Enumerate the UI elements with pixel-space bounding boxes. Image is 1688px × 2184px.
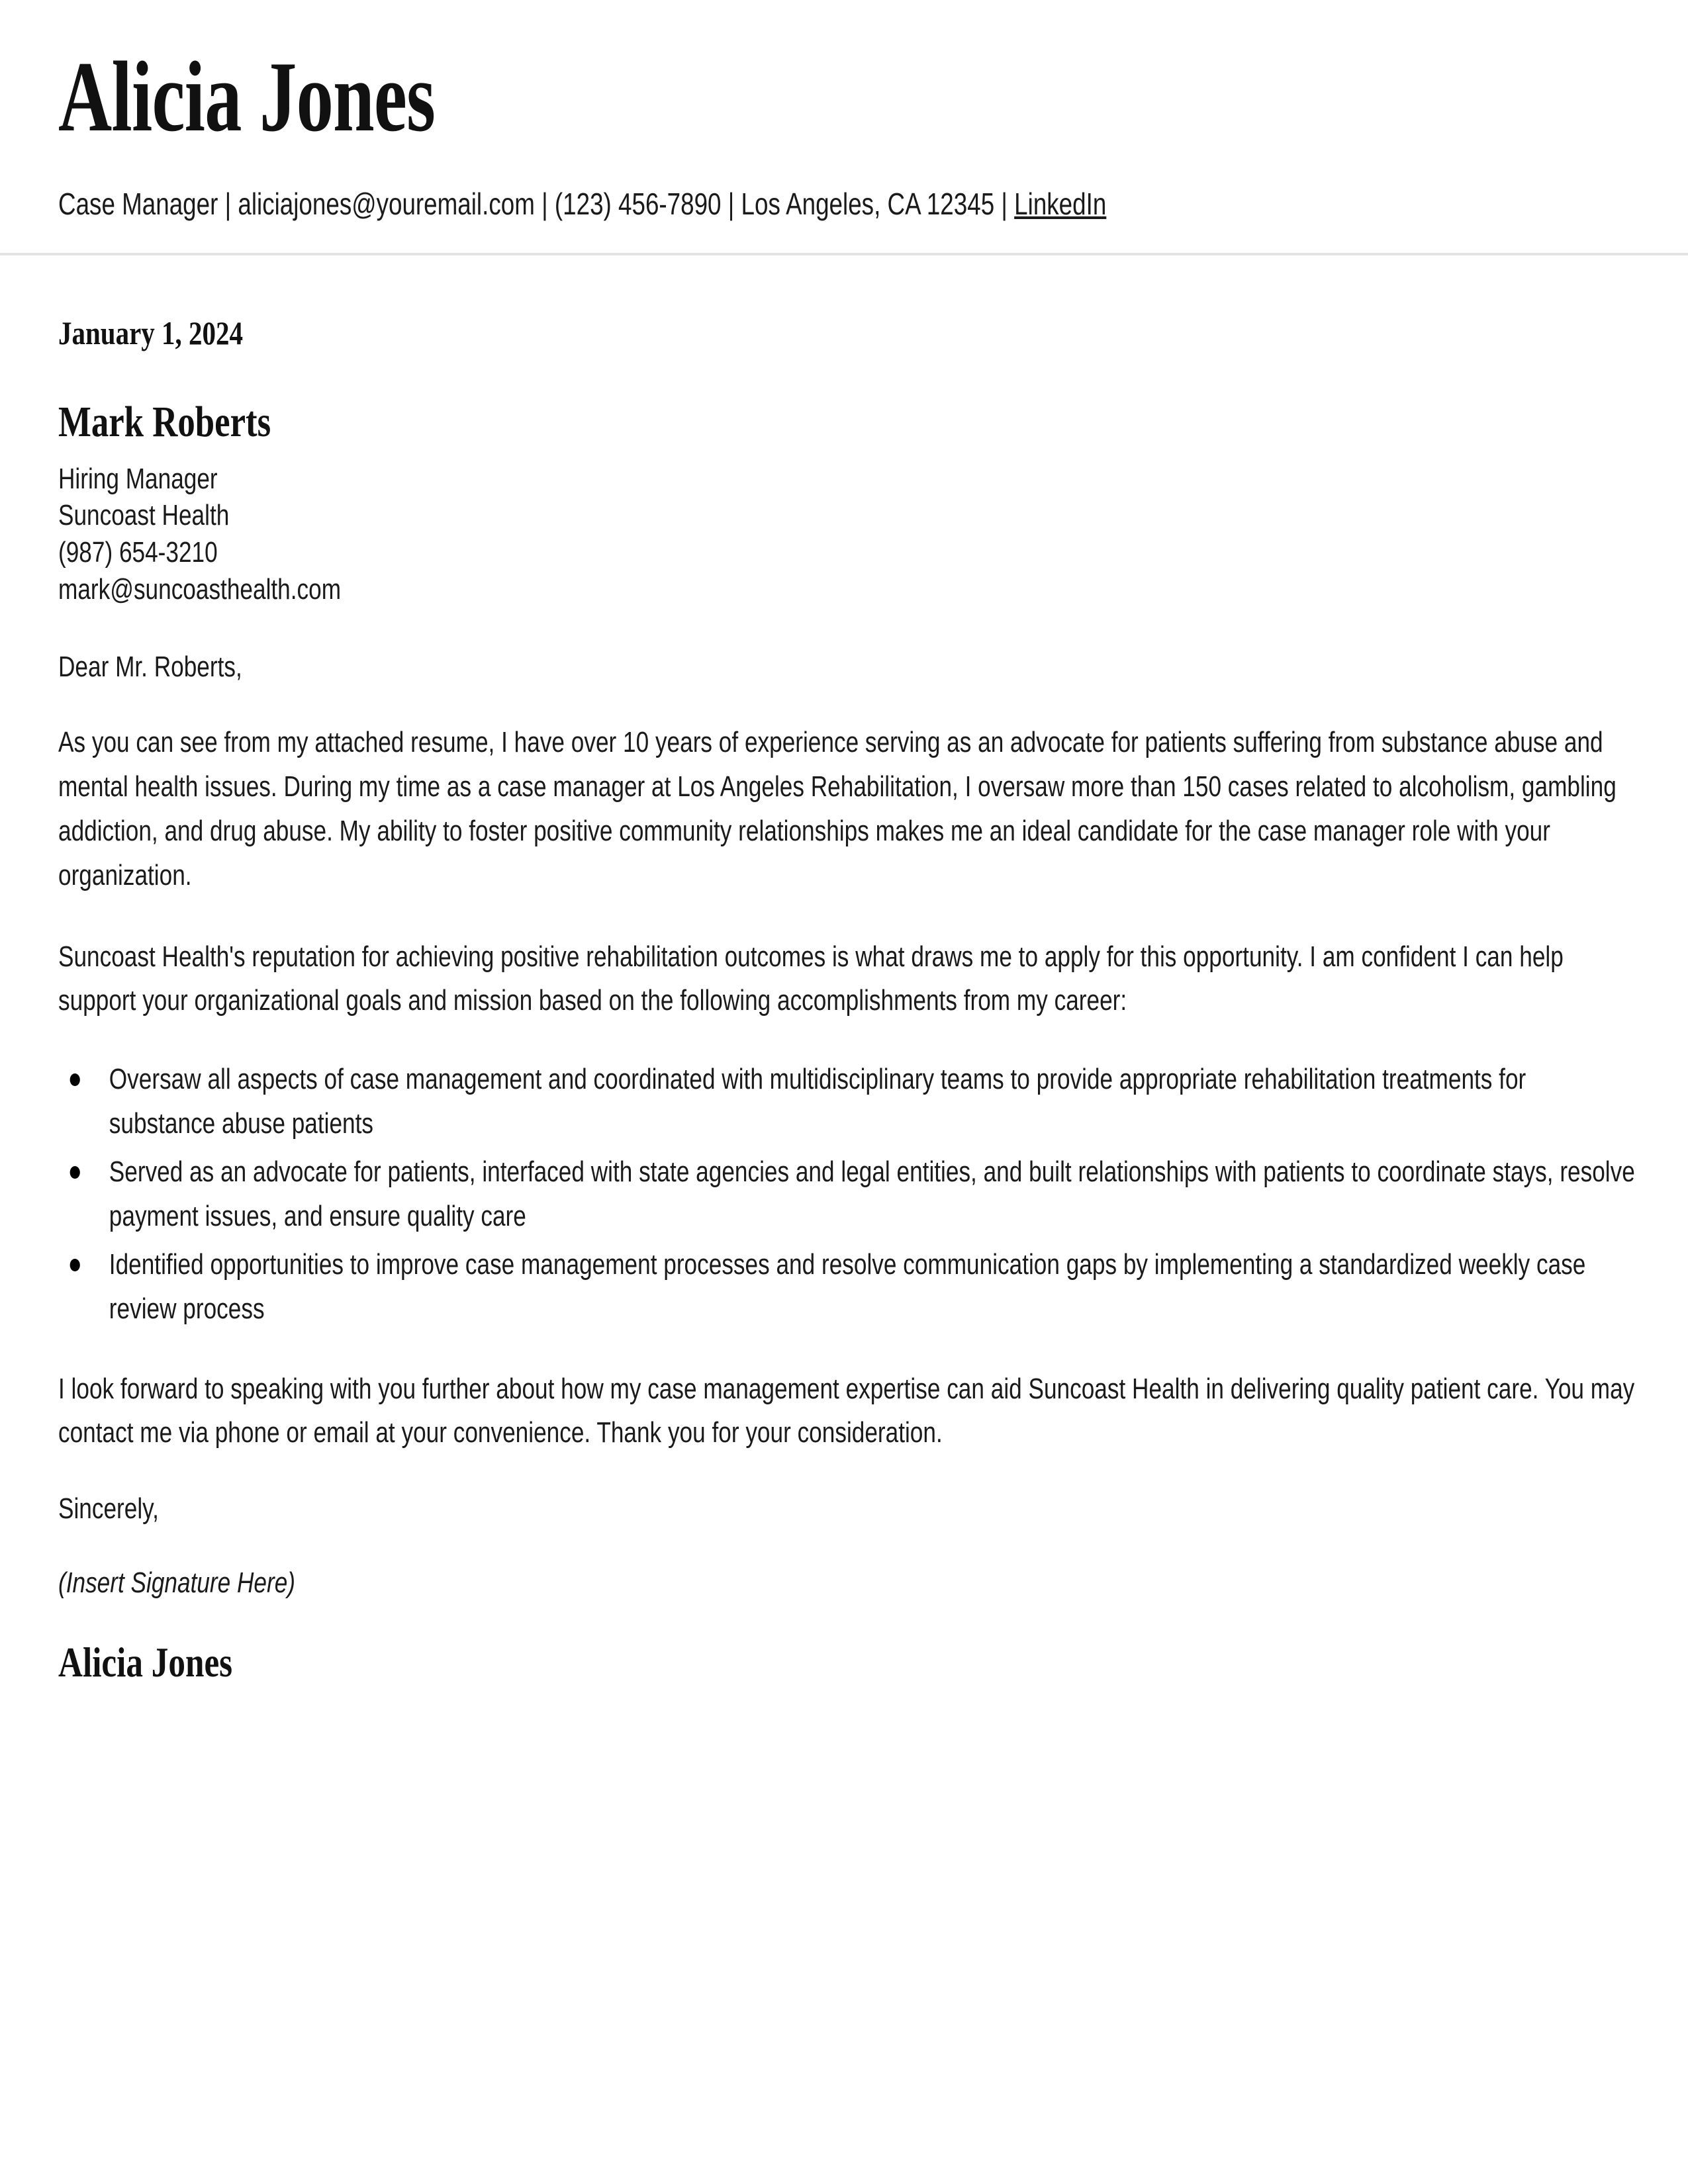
body-paragraph-2: Suncoast Health's reputation for achieving positive rehabilitation outcomes is what draws me to apply for this opportunity. I am confident I can help support your organizational goals and mission based on the following accomplishments from my career: xyxy=(58,940,1564,1017)
recipient-company: Suncoast Health xyxy=(58,499,230,532)
list-item xyxy=(58,1150,1636,1239)
contact-email: aliciajones@youremail.com xyxy=(238,187,535,221)
recipient-name: Mark Roberts xyxy=(58,397,271,446)
signoff: Sincerely, xyxy=(58,1492,159,1525)
bullet-icon xyxy=(70,1259,80,1271)
signer-name: Alicia Jones xyxy=(58,1639,233,1686)
bullet-icon xyxy=(70,1166,80,1179)
page-title: Alicia Jones xyxy=(58,41,436,152)
signature-placeholder: (Insert Signature Here) xyxy=(58,1567,296,1600)
contact-line xyxy=(58,185,1315,224)
bullet-icon xyxy=(70,1073,80,1086)
list-item xyxy=(58,1243,1636,1332)
linkedin-link[interactable]: LinkedIn xyxy=(1014,187,1107,221)
body-paragraph-3: I look forward to speaking with you further about how my case management expertise can aid Suncoast Health in delivering quality patient care. You may contact me via phone or email at your convenience. Thank you for your consideration. xyxy=(58,1372,1635,1449)
header-divider xyxy=(0,253,1688,255)
recipient-phone: (987) 654-3210 xyxy=(58,536,218,569)
list-item-text: Oversaw all aspects of case management and coordinated with multidisciplinary teams to provide appropriate rehabilitation treatments for substance abuse patients xyxy=(109,1063,1526,1140)
body-paragraph-1: As you can see from my attached resume, I have over 10 years of experience serving as an advocate for patients suffering from substance abuse and mental health issues. During my time as a case manager at Los Angeles Rehabilitation, I oversaw more than 150 cases related to alcoholism, gambling addiction, and drug abuse. My ability to foster positive community relationships makes me an ideal candidate for the case manager role with your organization. xyxy=(58,726,1617,891)
contact-phone: (123) 456-7890 xyxy=(554,187,722,221)
letter-body xyxy=(0,314,1688,1688)
letter-date: January 1, 2024 xyxy=(58,314,244,351)
recipient-block xyxy=(58,461,1630,609)
salutation: Dear Mr. Roberts, xyxy=(58,651,242,683)
contact-separator-3: | xyxy=(721,187,741,221)
recipient-title: Hiring Manager xyxy=(58,462,218,495)
accomplishments-list xyxy=(58,1058,1636,1331)
contact-location: Los Angeles, CA 12345 xyxy=(741,187,995,221)
list-item-text: Served as an advocate for patients, interfaced with state agencies and legal entities, and built relationships with patients to coordinate stays, resolve payment issues, and ensure quality care xyxy=(109,1156,1635,1232)
recipient-email: mark@suncoasthealth.com xyxy=(58,573,342,606)
contact-job-title: Case Manager xyxy=(58,187,218,221)
letter-header xyxy=(0,0,1688,255)
contact-separator-2: | xyxy=(534,187,555,221)
list-item-text: Identified opportunities to improve case management processes and resolve communication gaps by implementing a standardized weekly case review process xyxy=(109,1248,1586,1325)
contact-separator-1: | xyxy=(218,187,238,221)
list-item xyxy=(58,1058,1636,1146)
contact-separator-4: | xyxy=(994,187,1015,221)
